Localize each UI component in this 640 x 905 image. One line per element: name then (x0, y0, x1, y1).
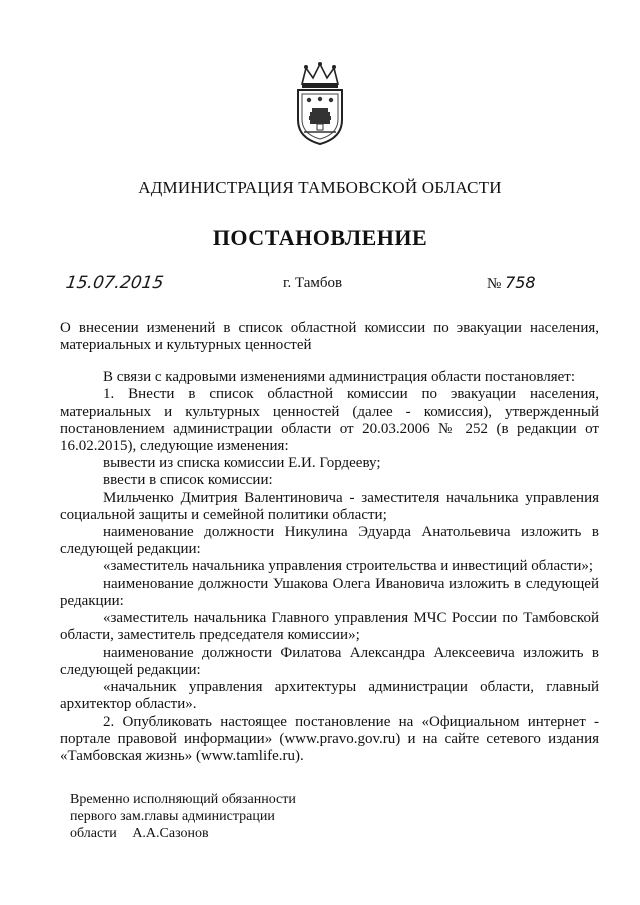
body-line: социальной защиты и семейной политики области; (60, 507, 387, 523)
body-line: ввести в список комиссии: (103, 472, 273, 488)
signatory-name: А.А.Сазонов (132, 826, 209, 841)
body-line: 1. Внести в список областной комиссии по эвакуации населения, (103, 386, 599, 402)
body-line: следующей редакции: (60, 541, 201, 557)
body-line: «заместитель начальника Главного управления МЧС России по Тамбовской (103, 610, 599, 626)
document-date: 15.07.2015 (64, 273, 165, 293)
title-line: О внесении изменений в список областной комиссии по эвакуации населения, (60, 320, 599, 336)
body-line: архитектор области». (60, 696, 197, 712)
document-type-title: ПОСТАНОВЛЕНИЕ (212, 225, 428, 250)
body-line: 16.02.2015), следующие изменения: (60, 438, 289, 454)
body-line: портале правовой информации» (www.pravo.gov.ru) и на сайте сетевого издания (60, 731, 599, 747)
organization-title: АДМИНИСТРАЦИЯ ТАМБОВСКОЙ ОБЛАСТИ (138, 178, 502, 197)
signature-position-line: первого зам.главы администрации (70, 809, 275, 824)
document-number (487, 273, 536, 293)
body-line: «Тамбовская жизнь» (www.tamlife.ru). (60, 748, 304, 764)
body-line: «начальник управления архитектуры администрации области, главный (103, 679, 599, 695)
body-line: наименование должности Ушакова Олега Ивановича изложить в следующей (103, 576, 599, 592)
document-city: г. Тамбов (283, 275, 343, 291)
body-line: наименование должности Филатова Александра Алексеевича изложить в (103, 645, 599, 661)
body-line: 2. Опубликовать настоящее постановление на «Официальном интернет - (103, 714, 599, 730)
body-line: постановлением администрации области от 20.03.2006 № 252 (в редакции от (60, 421, 599, 437)
body-line: следующей редакции: (60, 662, 201, 678)
body-line: «заместитель начальника управления строительства и инвестиций области»; (103, 558, 594, 574)
body-line: вывести из списка комиссии Е.И. Гордееву; (103, 455, 381, 471)
body-line: материальных и культурных ценностей (далее - комиссия), утвержденный (60, 404, 599, 420)
signature-region-word: области (70, 826, 117, 841)
signature-position-line: Временно исполняющий обязанности (70, 792, 296, 807)
body-line: наименование должности Никулина Эдуарда Анатольевича изложить в (103, 524, 599, 540)
signature-position-line (70, 825, 209, 842)
title-line: материальных и культурных ценностей (60, 337, 312, 353)
body-line: Мильченко Дмитрия Валентиновича - заместителя начальника управления (103, 490, 599, 506)
coat-of-arms-icon (292, 62, 348, 146)
number-sign: № (487, 276, 502, 292)
body-line: В связи с кадровыми изменениями администрация области постановляет: (103, 369, 576, 385)
body-line: области, заместитель председателя комиссии»; (60, 627, 360, 643)
body-line: редакции: (60, 593, 124, 609)
number-value: 758 (505, 273, 536, 292)
